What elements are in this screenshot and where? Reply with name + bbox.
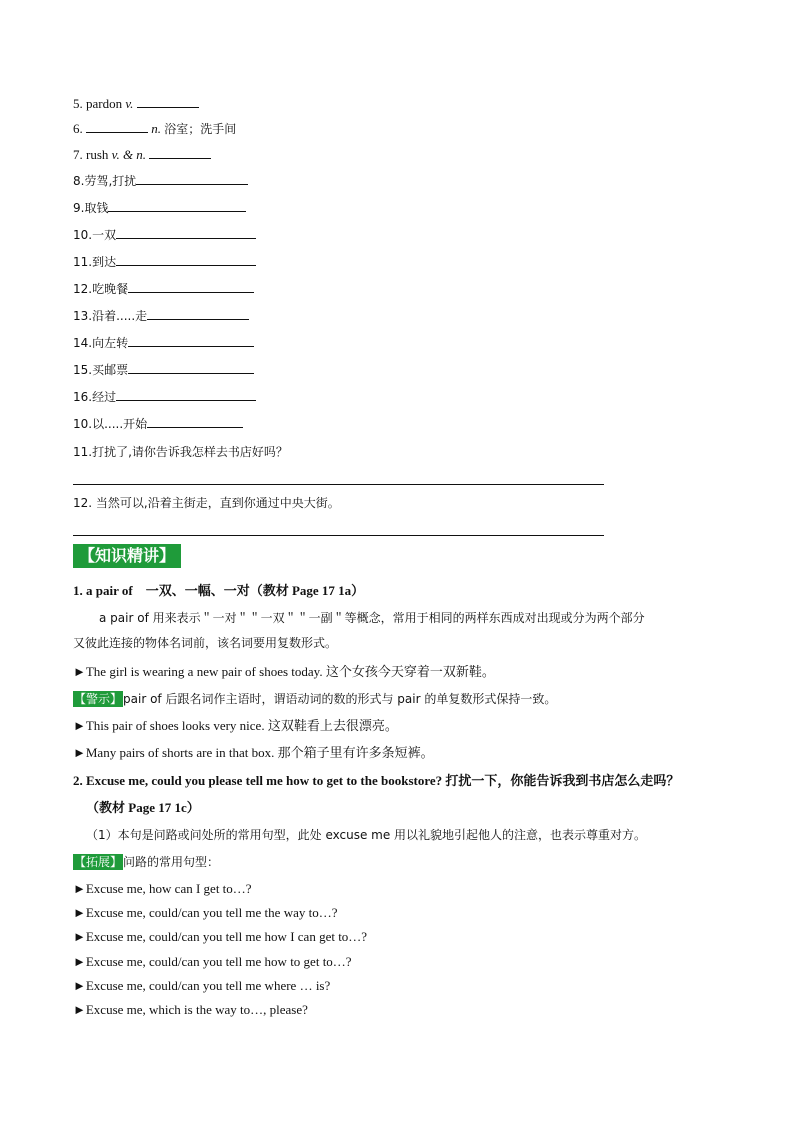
exercise-item-10b (73, 414, 243, 433)
answer-blank[interactable] (147, 414, 243, 428)
section-heading: 【知识精讲】 (73, 544, 181, 568)
item-text: 7. rush (73, 147, 112, 162)
extension-text: 问路的常用句型： (123, 855, 220, 869)
extension-note (73, 853, 219, 871)
answer-blank[interactable] (137, 94, 199, 108)
answer-line[interactable] (73, 484, 604, 485)
item-text: 12.吃晚餐 (73, 282, 129, 296)
point-1-title: 1. a pair of 一双、一幅、一对（教材 Page 17 1a） (73, 583, 365, 598)
answer-blank[interactable] (116, 387, 256, 401)
list-item: ►Excuse me, could/can you tell me the way to…? (73, 905, 338, 920)
item-text: 15.买邮票 (73, 363, 129, 377)
sentence-item-11: 11.打扰了,请你告诉我怎样去书店好吗？ (73, 445, 288, 459)
item-pos: v. & n. (111, 147, 147, 162)
exercise-item-8 (73, 171, 248, 190)
item-text: 14.向左转 (73, 336, 129, 350)
warning-tag: 【警示】 (74, 692, 123, 706)
exercise-item-11 (73, 252, 256, 271)
list-item: ►Excuse me, could/can you tell me how I can get to…? (73, 929, 368, 944)
sentence-item-12: 12. 当然可以,沿着主街走，直到你通过中央大街。 (73, 496, 340, 510)
answer-blank[interactable] (128, 360, 254, 374)
answer-blank[interactable] (147, 306, 249, 320)
answer-blank[interactable] (108, 198, 246, 212)
item-text: 6. (73, 121, 86, 136)
point-2-ref: （教材 Page 17 1c） (86, 800, 200, 815)
item-pos: v. (125, 96, 134, 111)
item-text: 11.到达 (73, 255, 117, 269)
exercise-item-9 (73, 198, 246, 217)
list-item: ►Excuse me, could/can you tell me how to get to…? (73, 954, 352, 969)
item-pos: n. (151, 121, 161, 136)
list-item: ►Excuse me, which is the way to…, please? (73, 1002, 308, 1017)
exercise-item-10 (73, 225, 256, 244)
point-2-title: 2. Excuse me, could you please tell me how to get to the bookstore? 打扰一下，你能告诉我到书店怎么走吗？ (73, 773, 680, 788)
example-sentence: ►This pair of shoes looks very nice. 这双鞋看上去很漂亮。 (73, 718, 398, 733)
item-meaning: 浴室；洗手间 (164, 122, 237, 136)
item-text: 10.以.....开始 (73, 417, 148, 431)
exercise-item-13 (73, 306, 249, 325)
exercise-item-7 (73, 145, 211, 164)
exercise-item-6 (73, 119, 236, 138)
exercise-item-12 (73, 279, 254, 298)
point-1-body-cont: 又彼此连接的物体名词前，该名词要用复数形式。 (73, 636, 338, 650)
answer-blank[interactable] (86, 119, 148, 133)
list-item: ►Excuse me, how can I get to…? (73, 881, 252, 896)
answer-blank[interactable] (116, 225, 256, 239)
answer-blank[interactable] (136, 171, 248, 185)
exercise-item-15 (73, 360, 254, 379)
answer-blank[interactable] (128, 279, 254, 293)
example-sentence: ►Many pairs of shorts are in that box. 那个箱子里有许多条短裤。 (73, 745, 434, 760)
item-text: 9.取钱 (73, 201, 109, 215)
item-text: 8.劳驾,打扰 (73, 174, 137, 188)
exercise-item-5 (73, 94, 199, 113)
item-text: 16.经过 (73, 390, 117, 404)
answer-blank[interactable] (116, 252, 256, 266)
warning-note (73, 690, 556, 708)
example-sentence: ►The girl is wearing a new pair of shoes today. 这个女孩今天穿着一双新鞋。 (73, 664, 495, 679)
item-text: 10.一双 (73, 228, 117, 242)
list-item: ►Excuse me, could/can you tell me where … is? (73, 978, 331, 993)
answer-blank[interactable] (128, 333, 254, 347)
point-1-body: a pair of 用来表示＂一对＂＂一双＂＂一副＂等概念，常用于相同的两样东西成对出现或分为两个部分 (99, 611, 645, 625)
exercise-item-14 (73, 333, 254, 352)
answer-line[interactable] (73, 535, 604, 536)
item-text: 5. pardon (73, 96, 126, 111)
exercise-item-16 (73, 387, 256, 406)
extension-tag: 【拓展】 (74, 855, 123, 869)
warning-text: pair of 后跟名词作主语时，谓语动词的数的形式与 pair 的单复数形式保持一致。 (123, 692, 557, 706)
point-2-body: （1）本句是问路或问处所的常用句型，此处 excuse me 用以礼貌地引起他人的注意，也表示尊重对方。 (86, 828, 647, 842)
item-text: 13.沿着.....走 (73, 309, 148, 323)
answer-blank[interactable] (149, 145, 211, 159)
